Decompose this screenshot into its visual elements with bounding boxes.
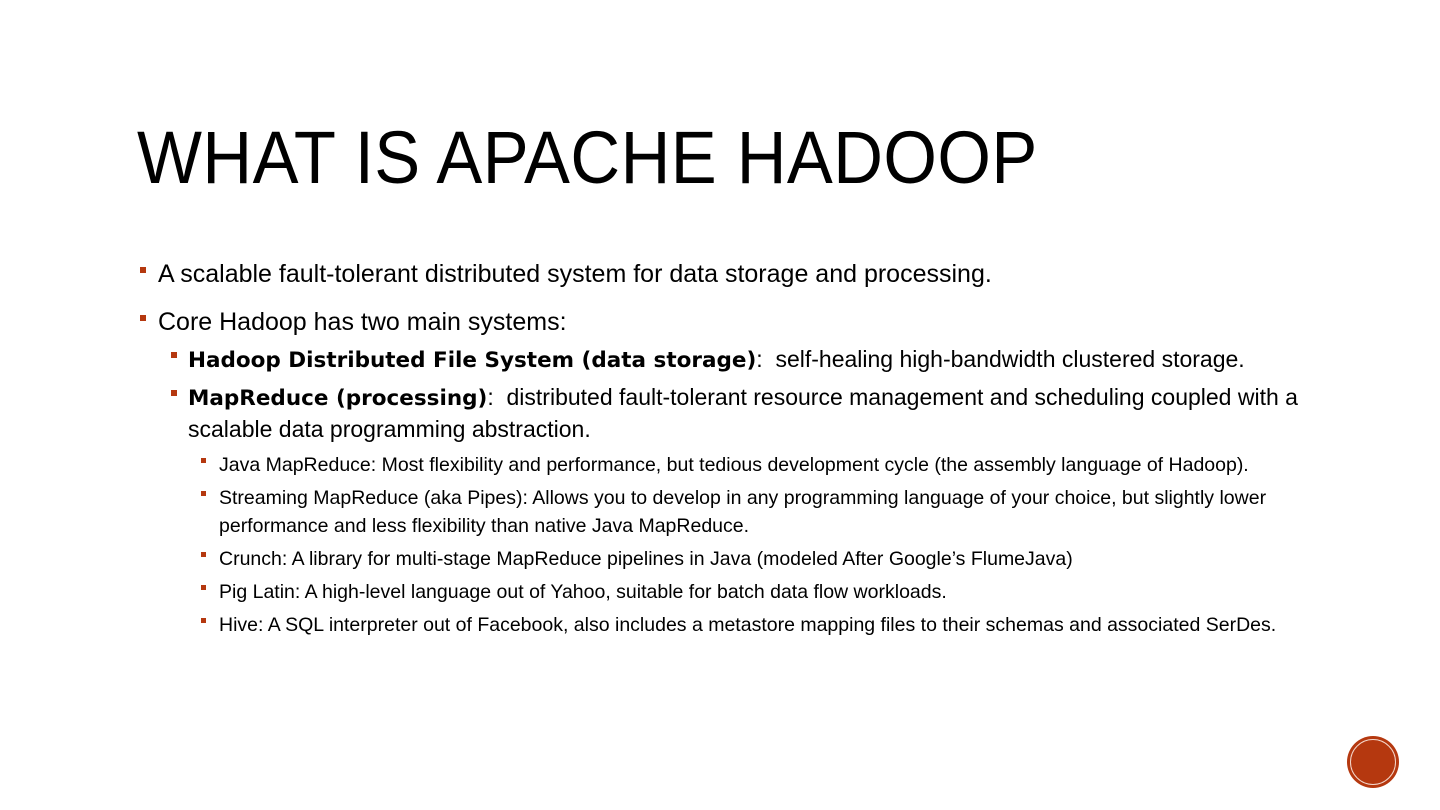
bullet-text: Crunch: A library for multi-stage MapReduce pipelines in Java (modeled After Google’s FlumeJava) — [219, 548, 1073, 570]
square-bullet-icon — [171, 390, 177, 396]
square-bullet-icon — [201, 618, 206, 623]
sub-sub-bullet-item — [137, 578, 1309, 606]
sub-bullet-item — [137, 382, 1317, 445]
square-bullet-icon — [201, 552, 206, 557]
sub-sub-bullet-item — [137, 611, 1309, 639]
square-bullet-icon — [140, 267, 146, 273]
square-bullet-icon — [201, 458, 206, 463]
bullet-separator: : — [756, 346, 763, 372]
bullet-text: self-healing high-bandwidth clustered storage. — [762, 346, 1245, 372]
sub-sub-bullet-item — [137, 545, 1309, 573]
sub-bullet-item — [137, 344, 1317, 376]
square-bullet-icon — [171, 352, 177, 358]
bullet-text: A scalable fault-tolerant distributed system for data storage and processing. — [158, 260, 992, 288]
bullet-text: Java MapReduce: Most flexibility and performance, but tedious development cycle (the assembly language of Hadoop). — [219, 454, 1249, 476]
bullet-term: Hadoop Distributed File System (data storage) — [188, 348, 757, 373]
bullet-item — [137, 258, 1317, 290]
sub-sub-bullet-item — [137, 484, 1309, 540]
bullet-text: distributed fault-tolerant resource management and scheduling coupled with a scalable data programming abstraction. — [188, 384, 1305, 442]
bullet-text: Core Hadoop has two main systems: — [158, 308, 567, 336]
slide-body — [137, 258, 1317, 644]
bullet-text: Pig Latin: A high-level language out of Yahoo, suitable for batch data flow workloads. — [219, 581, 947, 603]
circle-logo-icon — [1347, 736, 1399, 788]
bullet-item — [137, 306, 1317, 338]
sub-sub-bullet-item — [137, 451, 1309, 479]
bullet-text: Streaming MapReduce (aka Pipes): Allows you to develop in any programming language of your choice, but slightly lower performance and less flexibility than native Java MapReduce. — [219, 487, 1267, 537]
logo-ring — [1350, 739, 1396, 785]
bullet-term: MapReduce (processing) — [188, 386, 488, 411]
bullet-separator: : — [487, 384, 494, 410]
slide-title: WHAT IS APACHE HADOOP — [137, 116, 1038, 199]
square-bullet-icon — [201, 585, 206, 590]
square-bullet-icon — [140, 315, 146, 321]
bullet-text: Hive: A SQL interpreter out of Facebook, also includes a metastore mapping files to their schemas and associated SerDes. — [219, 614, 1277, 636]
square-bullet-icon — [201, 491, 206, 496]
